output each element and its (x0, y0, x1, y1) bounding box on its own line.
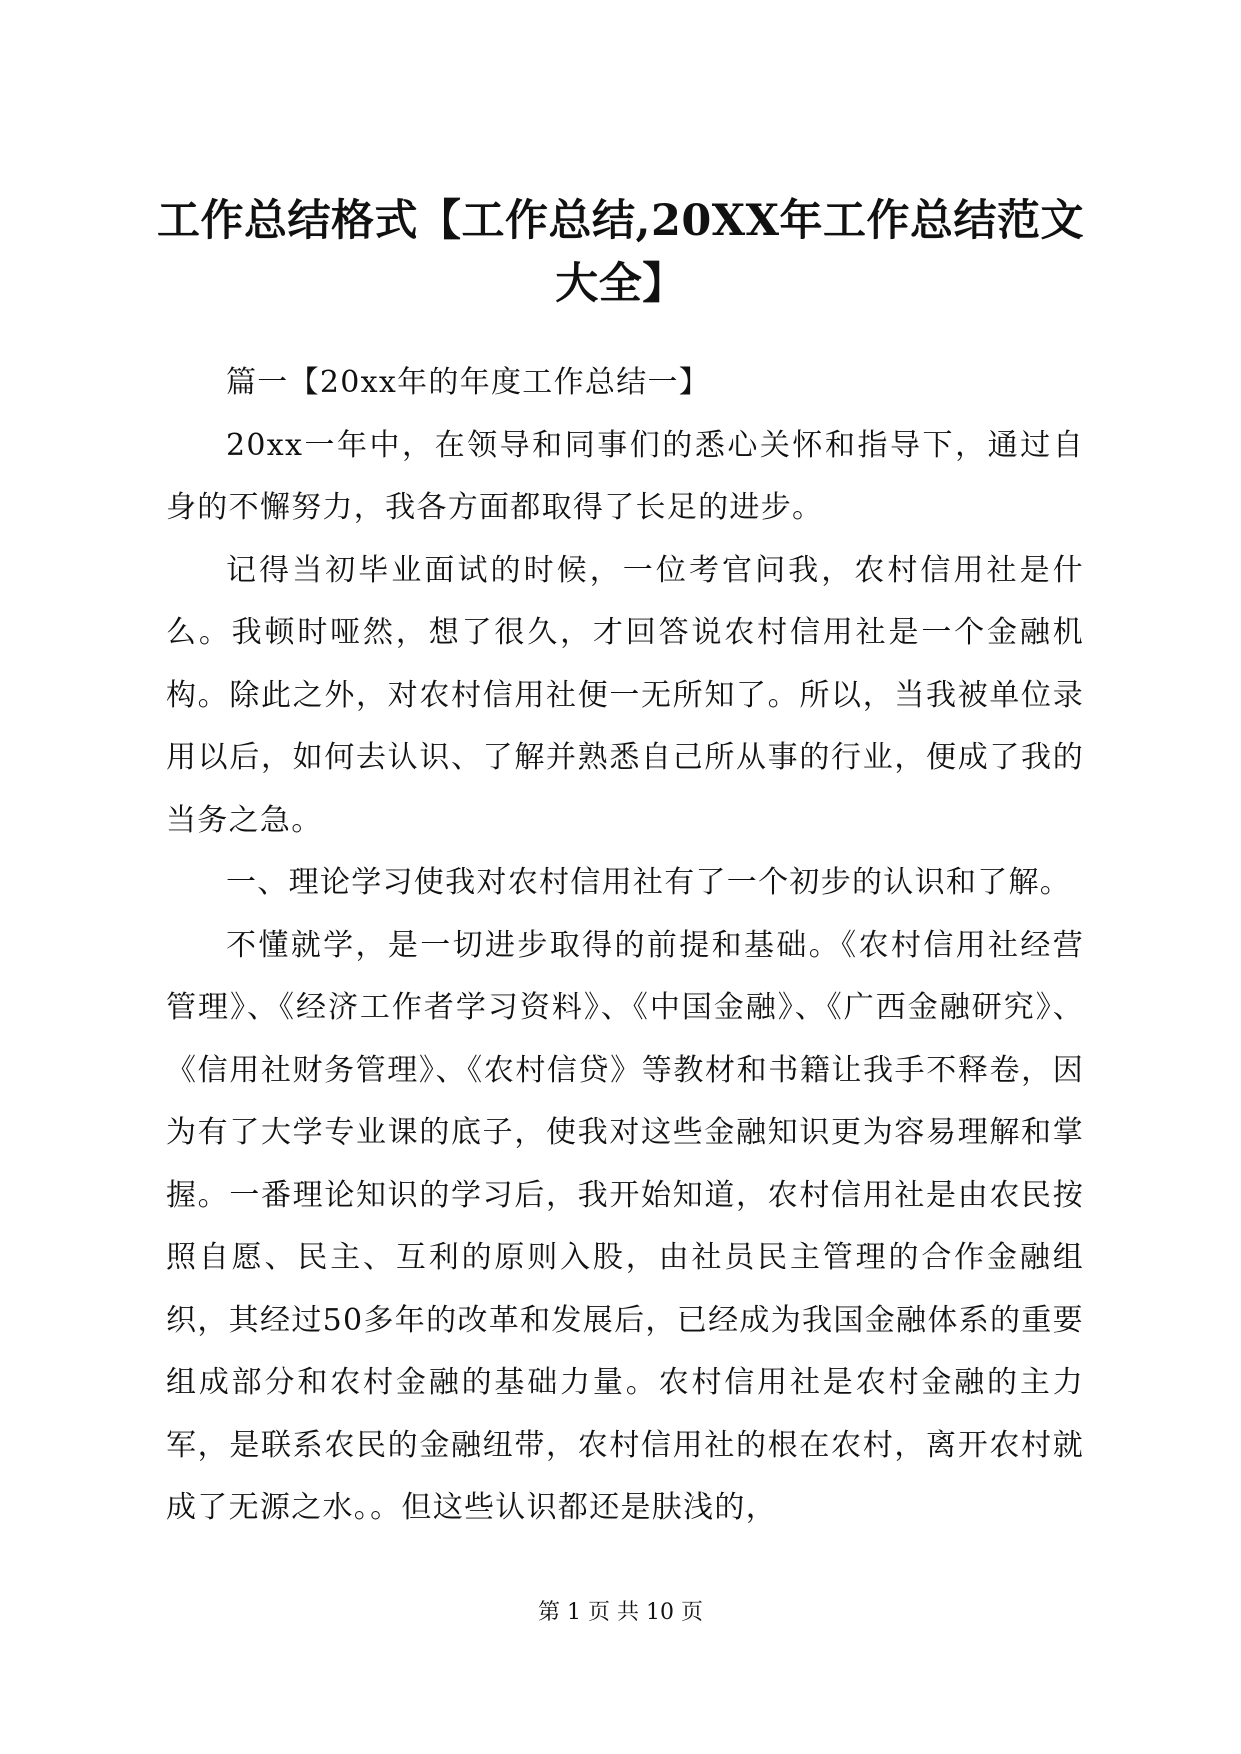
paragraph-interview: 记得当初毕业面试的时候，一位考官问我，农村信用社是什么。我顿时哑然，想了很久，才回答说农村信用社是一个金融机构。除此之外，对农村信用社便一无所知了。所以，当我被单位录用以后，如何去认识、了解并熟悉自己所从事的行业，便成了我的当务之急。 (166, 552, 1084, 838)
paragraph-intro: 20xx一年中，在领导和同事们的悉心关怀和指导下，通过自身的不懈努力，我各方面都取得了长足的进步。 (166, 427, 1084, 525)
paragraph-theory-study: 不懂就学，是一切进步取得的前提和基础。《农村信用社经营管理》、《经济工作者学习资料》、《中国金融》、《广西金融研究》、《信用社财务管理》、《农村信贷》等教材和书籍让我手不释卷，因为有了大学专业课的底子，使我对这些金融知识更为容易理解和掌握。一番理论知识的学习后，我开始知道，农村信用社是由农民按照自愿、民主、互利的原则入股，由社员民主管理的合作金融组织，其经过50多年的改革和发展后，已经成为我国金融体系的重要组成部分和农村金融的基础力量。农村信用社是农村金融的主力军，是联系农民的金融纽带，农村信用社的根在农村，离开农村就成了无源之水。。但这些认识都还是肤浅的， (166, 927, 1084, 1525)
document-title: 工作总结格式【工作总结,20XX年工作总结范文大全】 (156, 196, 1085, 309)
paragraph-section-heading: 篇一【20xx年的年度工作总结一】 (226, 365, 711, 400)
paragraph-subheading-theory: 一、理论学习使我对农村信用社有了一个初步的认识和了解。 (226, 865, 1072, 900)
page-footer: 第 1 页 共 10 页 (538, 1600, 703, 1625)
document-body (166, 352, 1084, 1540)
